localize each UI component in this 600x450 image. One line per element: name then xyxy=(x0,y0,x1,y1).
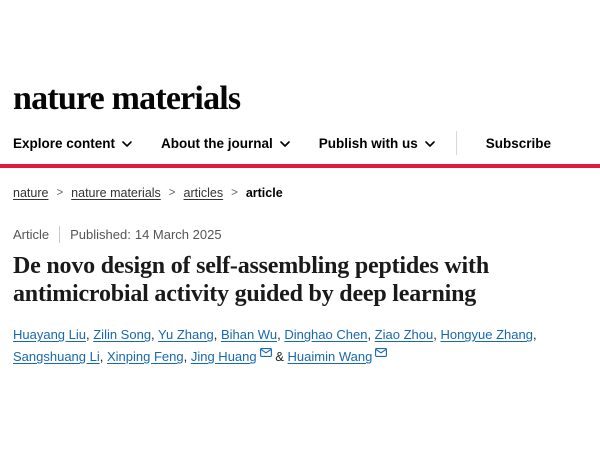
article-type-label: Article xyxy=(13,227,50,242)
site-header xyxy=(0,0,600,168)
article-meta xyxy=(13,226,587,243)
breadcrumb-separator: > xyxy=(168,187,176,199)
breadcrumb-item-article: article xyxy=(245,186,283,200)
email-icon[interactable] xyxy=(375,348,387,357)
breadcrumb-item-articles[interactable]: articles xyxy=(183,186,224,200)
nav-item-label: Publish with us xyxy=(318,135,418,151)
author-separator: , xyxy=(433,327,441,343)
author-link[interactable]: Huaimin Wang xyxy=(287,349,373,365)
author-link[interactable]: Zilin Song xyxy=(93,327,152,343)
author-link[interactable]: Sangshuang Li xyxy=(13,349,100,365)
author-separator: , xyxy=(367,327,375,343)
published-date: 14 March 2025 xyxy=(134,227,222,242)
author-separator: , xyxy=(213,327,221,343)
author-link[interactable]: Huayang Liu xyxy=(13,327,86,343)
published-label: Published: xyxy=(70,227,131,242)
chevron-down-icon xyxy=(425,141,435,147)
journal-logo[interactable]: nature materials xyxy=(13,80,241,117)
author-link[interactable]: Dinghao Chen xyxy=(284,327,368,343)
author-list xyxy=(13,324,587,368)
author-link[interactable]: Ziao Zhou xyxy=(374,327,434,343)
chevron-down-icon xyxy=(280,141,290,147)
author-link[interactable]: Bihan Wu xyxy=(220,327,278,343)
nav-item-label: About the journal xyxy=(161,135,273,151)
author-separator: , xyxy=(99,349,107,365)
nav-item-about-the-journal[interactable] xyxy=(161,136,290,151)
brand-red-rule xyxy=(0,164,600,168)
nav-divider xyxy=(456,131,457,155)
author-separator: , xyxy=(532,327,537,343)
meta-divider xyxy=(59,226,60,243)
nav-item-explore-content[interactable] xyxy=(13,136,132,151)
author-separator: , xyxy=(86,327,94,343)
breadcrumb-item-nature-materials[interactable]: nature materials xyxy=(71,186,161,200)
breadcrumb-separator: > xyxy=(56,187,64,199)
author-link[interactable]: Yu Zhang xyxy=(158,327,214,343)
author-separator: , xyxy=(277,327,285,343)
author-link[interactable]: Hongyue Zhang xyxy=(440,327,533,343)
main-nav xyxy=(13,133,587,153)
breadcrumb-item-nature[interactable]: nature xyxy=(13,186,49,200)
breadcrumb xyxy=(13,186,587,200)
breadcrumb-separator: > xyxy=(231,187,238,199)
nav-item-label: Explore content xyxy=(13,135,116,151)
article-title: De novo design of self-assembling peptides with antimicrobial activity guided by deep learning xyxy=(13,253,489,307)
nav-item-publish-with-us[interactable] xyxy=(319,136,435,151)
article-header xyxy=(0,186,600,368)
author-separator: , xyxy=(183,349,191,365)
author-separator: & xyxy=(271,349,288,365)
chevron-down-icon xyxy=(122,141,132,147)
author-link[interactable]: Xinping Feng xyxy=(106,349,184,365)
author-link[interactable]: Jing Huang xyxy=(190,349,257,365)
author-separator: , xyxy=(151,327,159,343)
nav-item-subscribe[interactable] xyxy=(486,136,551,151)
nav-item-label: Subscribe xyxy=(485,135,552,151)
email-icon[interactable] xyxy=(260,348,272,357)
